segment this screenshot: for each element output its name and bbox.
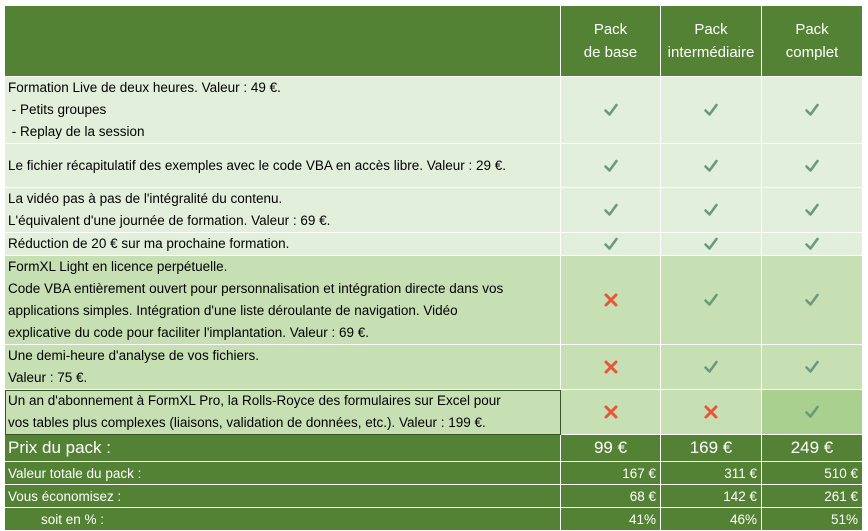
- feature-text-line: Un an d'abonnement à FormXL Pro, la Rolls-Royce des formulaires sur Excel pour: [8, 393, 501, 408]
- check-icon: [804, 202, 820, 218]
- feature-text-line: applications simples. Intégration d'une liste déroulante de navigation. Vidéo: [8, 303, 458, 318]
- header-pack-complet-line2: complet: [785, 44, 839, 61]
- mark-cell[interactable]: [561, 345, 661, 390]
- mark-cell[interactable]: [762, 256, 863, 345]
- percent-row: [5, 508, 863, 531]
- feature-text-line: Formation Live de deux heures. Valeur : 49 €.: [8, 80, 281, 95]
- percent-value-complet[interactable]: 51%: [762, 508, 863, 531]
- feature-text-line: Une demi-heure d'analyse de vos fichiers.: [8, 348, 259, 363]
- feature-text-line: explicative du code pour faciliter l'implantation. Valeur : 69 €.: [8, 325, 370, 340]
- check-icon: [804, 102, 820, 118]
- feature-cell-selected[interactable]: [5, 390, 561, 435]
- check-icon: [603, 102, 619, 118]
- total-value-label[interactable]: Valeur totale du pack :: [5, 462, 561, 485]
- feature-text-line: Réduction de 20 € sur ma prochaine formation.: [8, 236, 290, 251]
- mark-cell[interactable]: [561, 188, 661, 233]
- percent-label[interactable]: soit en % :: [5, 508, 561, 531]
- feature-text-line: Code VBA entièrement ouvert pour personnalisation et intégration directe dans vos: [8, 281, 504, 296]
- check-icon: [703, 292, 719, 308]
- header-pack-complet[interactable]: [762, 6, 863, 77]
- feature-text-line: Valeur : 75 €.: [8, 370, 88, 385]
- header-pack-base[interactable]: [561, 6, 661, 77]
- cross-icon: [703, 404, 719, 420]
- price-value-complet[interactable]: 249 €: [762, 435, 863, 462]
- feature-cell[interactable]: [5, 345, 561, 390]
- mark-cell[interactable]: [661, 233, 762, 256]
- feature-row-4: [5, 233, 863, 256]
- header-pack-intermediaire[interactable]: [661, 6, 762, 77]
- total-value-intermediaire[interactable]: 311 €: [661, 462, 762, 485]
- mark-cell[interactable]: [661, 345, 762, 390]
- mark-cell[interactable]: [661, 77, 762, 144]
- savings-value-complet[interactable]: 261 €: [762, 485, 863, 508]
- price-label[interactable]: Prix du pack :: [5, 435, 561, 462]
- mark-cell[interactable]: [561, 233, 661, 256]
- cross-icon: [603, 404, 619, 420]
- check-icon: [703, 158, 719, 174]
- check-icon: [804, 158, 820, 174]
- mark-cell[interactable]: [561, 390, 661, 435]
- feature-text-line: vos tables plus complexes (liaisons, validation de données, etc.). Valeur : 199 €.: [8, 415, 486, 430]
- mark-cell[interactable]: [762, 144, 863, 188]
- header-pack-intermediaire-line1: Pack: [694, 21, 728, 38]
- pack-comparison-table: [4, 5, 863, 531]
- header-corner-cell[interactable]: [5, 6, 561, 77]
- feature-text-line: L'équivalent d'une journée de formation. Valeur : 69 €.: [8, 213, 331, 228]
- check-icon: [804, 404, 820, 420]
- percent-value-intermediaire[interactable]: 46%: [661, 508, 762, 531]
- savings-row: [5, 485, 863, 508]
- mark-cell[interactable]: [762, 345, 863, 390]
- price-value-intermediaire[interactable]: 169 €: [661, 435, 762, 462]
- check-icon: [804, 359, 820, 375]
- mark-cell[interactable]: [561, 144, 661, 188]
- feature-row-6: [5, 345, 863, 390]
- cross-icon: [603, 292, 619, 308]
- mark-cell[interactable]: [661, 188, 762, 233]
- check-icon: [703, 359, 719, 375]
- header-pack-base-line2: de base: [583, 44, 638, 61]
- feature-row-1: [5, 77, 863, 144]
- feature-row-7: [5, 390, 863, 435]
- savings-value-intermediaire[interactable]: 142 €: [661, 485, 762, 508]
- header-pack-base-line1: Pack: [593, 21, 628, 38]
- feature-cell[interactable]: [5, 144, 561, 188]
- cross-icon: [603, 359, 619, 375]
- feature-text-line: FormXL Light en licence perpétuelle.: [8, 259, 228, 274]
- total-value-base[interactable]: 167 €: [561, 462, 661, 485]
- check-icon: [703, 102, 719, 118]
- feature-row-2: [5, 144, 863, 188]
- feature-cell[interactable]: [5, 188, 561, 233]
- check-icon: [703, 202, 719, 218]
- header-row: [5, 6, 863, 77]
- mark-cell[interactable]: [762, 188, 863, 233]
- mark-cell[interactable]: [561, 77, 661, 144]
- check-icon: [603, 202, 619, 218]
- feature-text-line: - Replay de la session: [8, 124, 145, 139]
- feature-text-line: - Petits groupes: [8, 102, 107, 117]
- feature-cell[interactable]: [5, 77, 561, 144]
- mark-cell[interactable]: [661, 144, 762, 188]
- total-value-row: [5, 462, 863, 485]
- check-icon: [804, 236, 820, 252]
- mark-cell[interactable]: [762, 390, 863, 435]
- check-icon: [603, 236, 619, 252]
- check-icon: [703, 236, 719, 252]
- check-icon: [603, 158, 619, 174]
- mark-cell[interactable]: [762, 77, 863, 144]
- percent-value-base[interactable]: 41%: [561, 508, 661, 531]
- feature-cell[interactable]: [5, 233, 561, 256]
- savings-label[interactable]: Vous économisez :: [5, 485, 561, 508]
- header-pack-complet-line1: Pack: [795, 21, 829, 38]
- check-icon: [804, 292, 820, 308]
- feature-cell[interactable]: [5, 256, 561, 345]
- total-value-complet[interactable]: 510 €: [762, 462, 863, 485]
- price-row: [5, 435, 863, 462]
- mark-cell[interactable]: [762, 233, 863, 256]
- feature-row-3: [5, 188, 863, 233]
- header-pack-intermediaire-line2: intermédiaire: [667, 44, 755, 61]
- savings-value-base[interactable]: 68 €: [561, 485, 661, 508]
- mark-cell[interactable]: [661, 256, 762, 345]
- price-value-base[interactable]: 99 €: [561, 435, 661, 462]
- mark-cell[interactable]: [661, 390, 762, 435]
- feature-text-line: Le fichier récapitulatif des exemples avec le code VBA en accès libre. Valeur : 29 €.: [8, 157, 507, 173]
- mark-cell[interactable]: [561, 256, 661, 345]
- feature-text-line: La vidéo pas à pas de l'intégralité du contenu.: [8, 191, 283, 206]
- feature-row-5: [5, 256, 863, 345]
